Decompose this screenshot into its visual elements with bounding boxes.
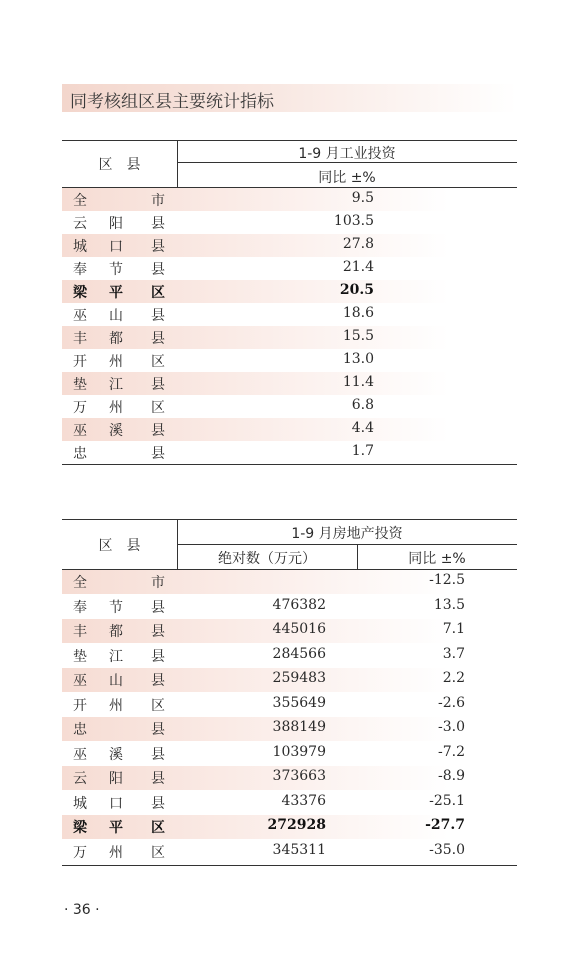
yoy-value: -35.0 (429, 841, 465, 858)
region-char: 垫 (73, 648, 87, 665)
section-title-band (62, 84, 517, 112)
region-char: 节 (109, 262, 123, 278)
region-char: 县 (151, 377, 165, 393)
region-char: 县 (151, 446, 165, 462)
table-row (62, 234, 517, 257)
region-char: 都 (109, 331, 123, 347)
region-char: 口 (109, 239, 123, 255)
region-name (62, 395, 177, 418)
region-name (62, 668, 177, 691)
yoy-value: -25.1 (429, 792, 465, 809)
region-name (62, 234, 177, 257)
absolute-value: 272928 (267, 817, 326, 833)
region-name (62, 742, 177, 765)
region-char: 垫 (73, 377, 87, 393)
yoy-value: -12.5 (429, 572, 465, 588)
region-char: 县 (151, 239, 165, 255)
region-char: 区 (151, 400, 165, 416)
region-char: 区 (151, 285, 165, 301)
table-row (62, 303, 517, 326)
yoy-change-header: 同比 ±% (408, 551, 466, 567)
region-char: 忠 (73, 446, 87, 462)
yoy-value: 15.5 (342, 328, 374, 344)
region-name (62, 644, 177, 667)
table-rule (62, 464, 517, 465)
table-rule (62, 519, 517, 520)
absolute-value: 476382 (272, 596, 326, 613)
table-row (62, 668, 517, 692)
table-row (62, 644, 517, 668)
region-char: 县 (151, 331, 165, 347)
table-row (62, 418, 517, 441)
region-name (62, 619, 177, 642)
region-char: 城 (73, 795, 87, 812)
region-char: 丰 (73, 331, 87, 347)
region-name (62, 766, 177, 789)
region-name (62, 372, 177, 395)
absolute-value: 445016 (272, 621, 326, 637)
region-char: 山 (109, 673, 123, 689)
real-estate-investment-table (62, 519, 517, 866)
table-row (62, 280, 517, 303)
region-char: 全 (73, 575, 87, 591)
region-name (62, 211, 177, 234)
table-row (62, 257, 517, 280)
region-name (62, 326, 177, 349)
table-row (62, 815, 517, 839)
region-char: 县 (151, 262, 165, 278)
region-char: 巫 (73, 746, 87, 763)
table-row (62, 395, 517, 418)
region-char: 县 (151, 673, 165, 689)
region-char: 梁 (73, 285, 87, 301)
region-char: 县 (151, 648, 165, 665)
region-name (62, 815, 177, 838)
table-row (62, 570, 517, 594)
region-char: 县 (151, 216, 165, 232)
region-char: 平 (109, 820, 123, 836)
region-char: 县 (151, 795, 165, 812)
yoy-value: 6.8 (351, 397, 374, 413)
yoy-value: 21.4 (342, 259, 374, 275)
region-char: 节 (109, 599, 123, 616)
yoy-value: -7.2 (438, 743, 465, 760)
region-name (62, 349, 177, 372)
yoy-value: 13.0 (342, 351, 374, 367)
absolute-value: 388149 (272, 719, 326, 735)
region-name (62, 570, 177, 593)
industrial-investment-table (62, 140, 517, 465)
industrial-investment-header: 1-9 月工业投资 (298, 146, 396, 162)
yoy-value: 27.8 (342, 236, 374, 252)
yoy-value: 1.7 (351, 443, 374, 459)
absolute-value: 103979 (272, 743, 326, 760)
region-char: 江 (109, 377, 123, 393)
region-char: 奉 (73, 262, 87, 278)
region-char: 区 (151, 820, 165, 836)
table-row (62, 693, 517, 717)
yoy-value: -2.6 (438, 694, 465, 711)
region-char: 万 (73, 400, 87, 416)
region-char: 开 (73, 354, 87, 370)
yoy-value: -3.0 (438, 719, 465, 735)
page-number: · 36 · (64, 902, 100, 918)
table-row (62, 791, 517, 815)
region-char: 县 (151, 771, 165, 787)
yoy-value: 20.5 (339, 282, 374, 298)
region-char: 山 (109, 308, 123, 324)
region-char: 县 (151, 599, 165, 616)
region-char: 区 (151, 697, 165, 714)
region-char: 县 (151, 308, 165, 324)
region-name (62, 693, 177, 716)
yoy-value: 11.4 (342, 374, 374, 390)
region-char: 区 (151, 844, 165, 861)
region-name (62, 303, 177, 326)
region-char: 万 (73, 844, 87, 861)
region-char: 州 (109, 697, 123, 714)
region-char: 巫 (73, 673, 87, 689)
absolute-value: 345311 (272, 841, 326, 858)
region-name (62, 280, 177, 303)
region-char: 忠 (73, 722, 87, 738)
region-char: 巫 (73, 308, 87, 324)
region-char: 全 (73, 193, 87, 209)
absolute-value: 373663 (272, 768, 326, 784)
yoy-value: 4.4 (351, 420, 374, 436)
region-name (62, 257, 177, 280)
region-char: 云 (73, 216, 87, 232)
yoy-value: 3.7 (442, 645, 465, 662)
region-name (62, 418, 177, 441)
yoy-value: 18.6 (342, 305, 374, 321)
table-rule (177, 544, 517, 545)
region-char: 云 (73, 771, 87, 787)
yoy-value: 9.5 (351, 190, 374, 206)
absolute-value: 355649 (272, 694, 326, 711)
region-char: 溪 (109, 746, 123, 763)
table-row (62, 188, 517, 211)
region-char: 江 (109, 648, 123, 665)
region-char: 县 (151, 722, 165, 738)
absolute-value: 43376 (281, 792, 326, 809)
region-char: 市 (151, 575, 165, 591)
region-name (62, 441, 177, 464)
region-char: 区 (151, 354, 165, 370)
section-title: 同考核组区县主要统计指标 (70, 92, 274, 112)
region-char: 丰 (73, 624, 87, 640)
yoy-change-header: 同比 ±% (318, 170, 376, 186)
table-row (62, 840, 517, 864)
region-char: 溪 (109, 423, 123, 439)
table-row (62, 211, 517, 234)
table-row (62, 619, 517, 643)
region-char: 阳 (109, 771, 123, 787)
region-column-header: 区 县 (98, 538, 141, 554)
region-char: 州 (109, 354, 123, 370)
table-row (62, 441, 517, 464)
table-row (62, 372, 517, 395)
region-char: 奉 (73, 599, 87, 616)
region-char: 都 (109, 624, 123, 640)
region-char: 巫 (73, 423, 87, 439)
yoy-value: 103.5 (333, 213, 374, 229)
table-row (62, 349, 517, 372)
region-char: 县 (151, 746, 165, 763)
region-char: 口 (109, 795, 123, 812)
region-char: 城 (73, 239, 87, 255)
yoy-value: -8.9 (438, 768, 465, 784)
real-estate-investment-header: 1-9 月房地产投资 (291, 526, 403, 542)
region-char: 县 (151, 624, 165, 640)
absolute-value-header: 绝对数（万元） (218, 551, 316, 567)
region-char: 州 (109, 844, 123, 861)
region-name (62, 188, 177, 211)
table-row (62, 326, 517, 349)
region-char: 平 (109, 285, 123, 301)
yoy-value: 13.5 (433, 596, 465, 613)
table-rule (62, 865, 517, 866)
region-char: 阳 (109, 216, 123, 232)
table-rule (62, 140, 517, 141)
yoy-value: 2.2 (442, 670, 465, 686)
yoy-value: 7.1 (442, 621, 465, 637)
absolute-value: 259483 (272, 670, 326, 686)
table-row (62, 766, 517, 790)
region-name (62, 840, 177, 863)
yoy-value: -27.7 (425, 817, 465, 833)
region-name (62, 791, 177, 814)
table-row (62, 717, 517, 741)
region-name (62, 717, 177, 740)
region-char: 开 (73, 697, 87, 714)
region-char: 州 (109, 400, 123, 416)
absolute-value: 284566 (272, 645, 326, 662)
region-char: 梁 (73, 820, 87, 836)
region-column-header: 区 县 (98, 157, 141, 173)
table-row (62, 742, 517, 766)
region-char: 市 (151, 193, 165, 209)
region-name (62, 595, 177, 618)
table-row (62, 595, 517, 619)
region-char: 县 (151, 423, 165, 439)
